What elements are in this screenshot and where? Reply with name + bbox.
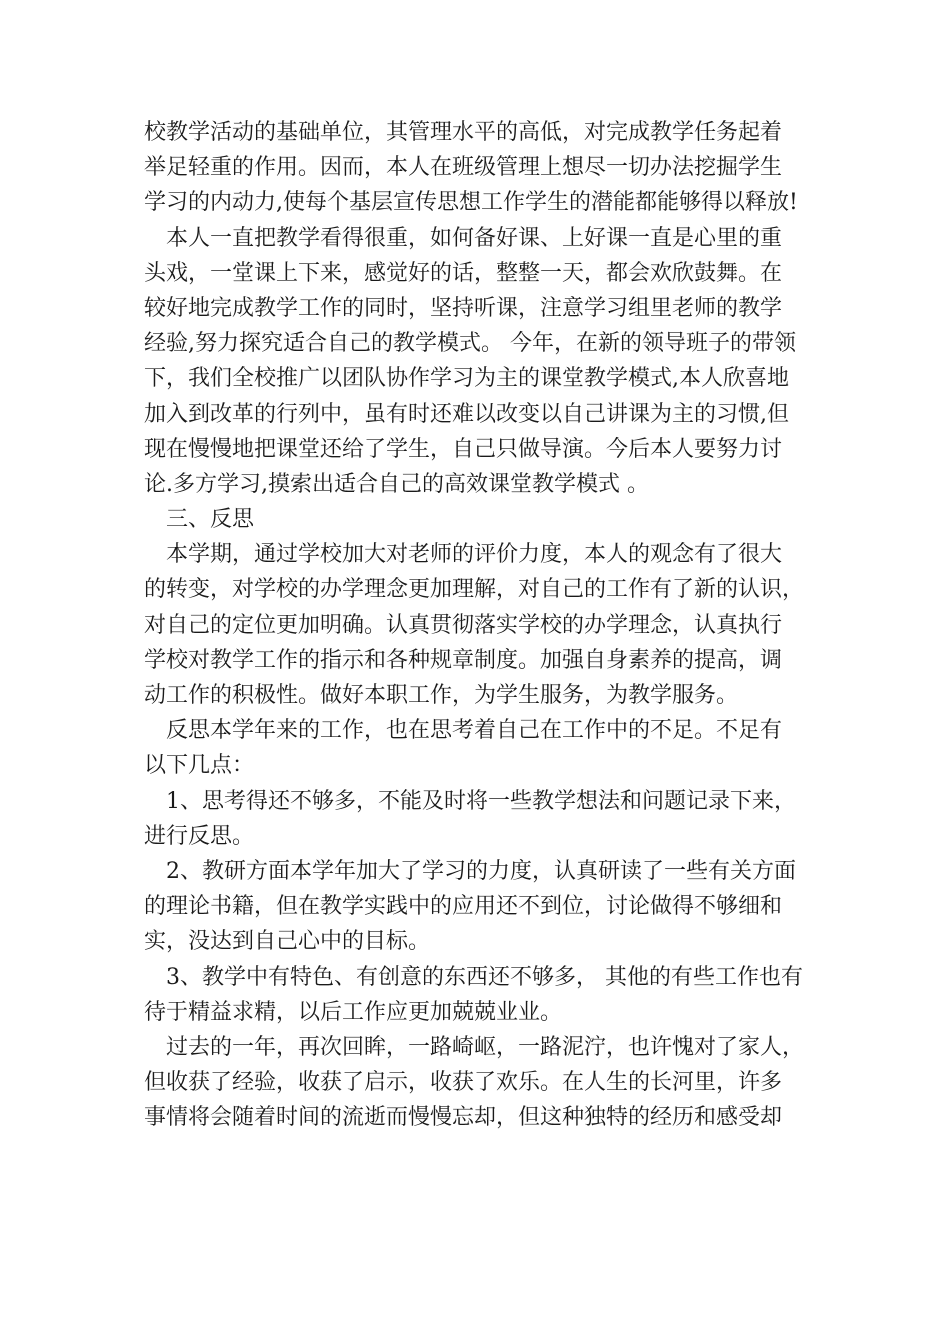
text-line: 现在慢慢地把课堂还给了学生，自己只做导演。今后本人要努力讨 — [144, 436, 783, 462]
list-item-line: 进行反思。 — [144, 823, 255, 849]
text-line: 论.多方学习,摸索出适合自己的高效课堂教学模式 。 — [144, 471, 649, 497]
list-item-line: 实，没达到自己心中的目标。 — [144, 929, 431, 955]
text-line: 本学期，通过学校加大对老师的评价力度，本人的观念有了很大 — [144, 542, 783, 568]
list-item-line: 2、教研方面本学年加大了学习的力度，认真研读了一些有关方面 — [144, 858, 796, 884]
text-line: 经验,努力探究适合自己的教学模式。 今年，在新的领导班子的带领 — [144, 331, 796, 357]
text-line: 头戏，一堂课上下来，感觉好的话，整整一天，都会欢欣鼓舞。在 — [144, 260, 783, 286]
text-line: 加入到改革的行列中，虽有时还难以改变以自己讲课为主的习惯,但 — [144, 401, 789, 427]
text-line: 校教学活动的基础单位，其管理水平的高低，对完成教学任务起着 — [144, 120, 783, 145]
document-body — [144, 115, 806, 1135]
text-line: 动工作的积极性。做好本职工作，为学生服务，为教学服务。 — [144, 683, 739, 708]
text-line: 反思本学年来的工作，也在思考着自己在工作中的不足。不足有 — [144, 718, 783, 744]
text-line: 举足轻重的作用。因而，本人在班级管理上想尽一切办法挖掘学生 — [144, 155, 783, 181]
text-line: 但收获了经验，收获了启示，收获了欢乐。在人生的长河里，许多 — [144, 1070, 783, 1096]
list-item-line: 3、教学中有特色、有创意的东西还不够多， 其他的有些工作也有 — [144, 964, 803, 990]
text-line: 的转变，对学校的办学理念更加理解，对自己的工作有了新的认识， — [144, 577, 805, 603]
text-line: 本人一直把教学看得很重，如何备好课、上好课一直是心里的重 — [144, 225, 783, 251]
text-line: 过去的一年，再次回眸，一路崎岖，一路泥泞，也许愧对了家人， — [144, 1034, 805, 1060]
text-line: 事情将会随着时间的流逝而慢慢忘却，但这种独特的经历和感受却 — [144, 1105, 783, 1131]
list-item-line: 待于精益求精，以后工作应更加兢兢业业。 — [144, 999, 563, 1025]
text-line: 学习的内动力,使每个基层宣传思想工作学生的潜能都能够得以释放! — [144, 190, 798, 216]
text-line: 较好地完成教学工作的同时，坚持听课，注意学习组里老师的教学 — [144, 295, 783, 321]
list-item-line: 1、思考得还不够多，不能及时将一些教学想法和问题记录下来， — [144, 788, 796, 814]
section-heading: 三、反思 — [144, 507, 255, 533]
text-line: 学校对教学工作的指示和各种规章制度。加强自身素养的提高，调 — [144, 647, 783, 673]
text-line: 下，我们全校推广以团队协作学习为主的课堂教学模式,本人欣喜地 — [144, 366, 789, 392]
text-line: 以下几点： — [144, 753, 255, 779]
text-line: 对自己的定位更加明确。认真贯彻落实学校的办学理念，认真执行 — [144, 612, 783, 638]
list-item-line: 的理论书籍，但在教学实践中的应用还不到位，讨论做得不够细和 — [144, 894, 783, 920]
